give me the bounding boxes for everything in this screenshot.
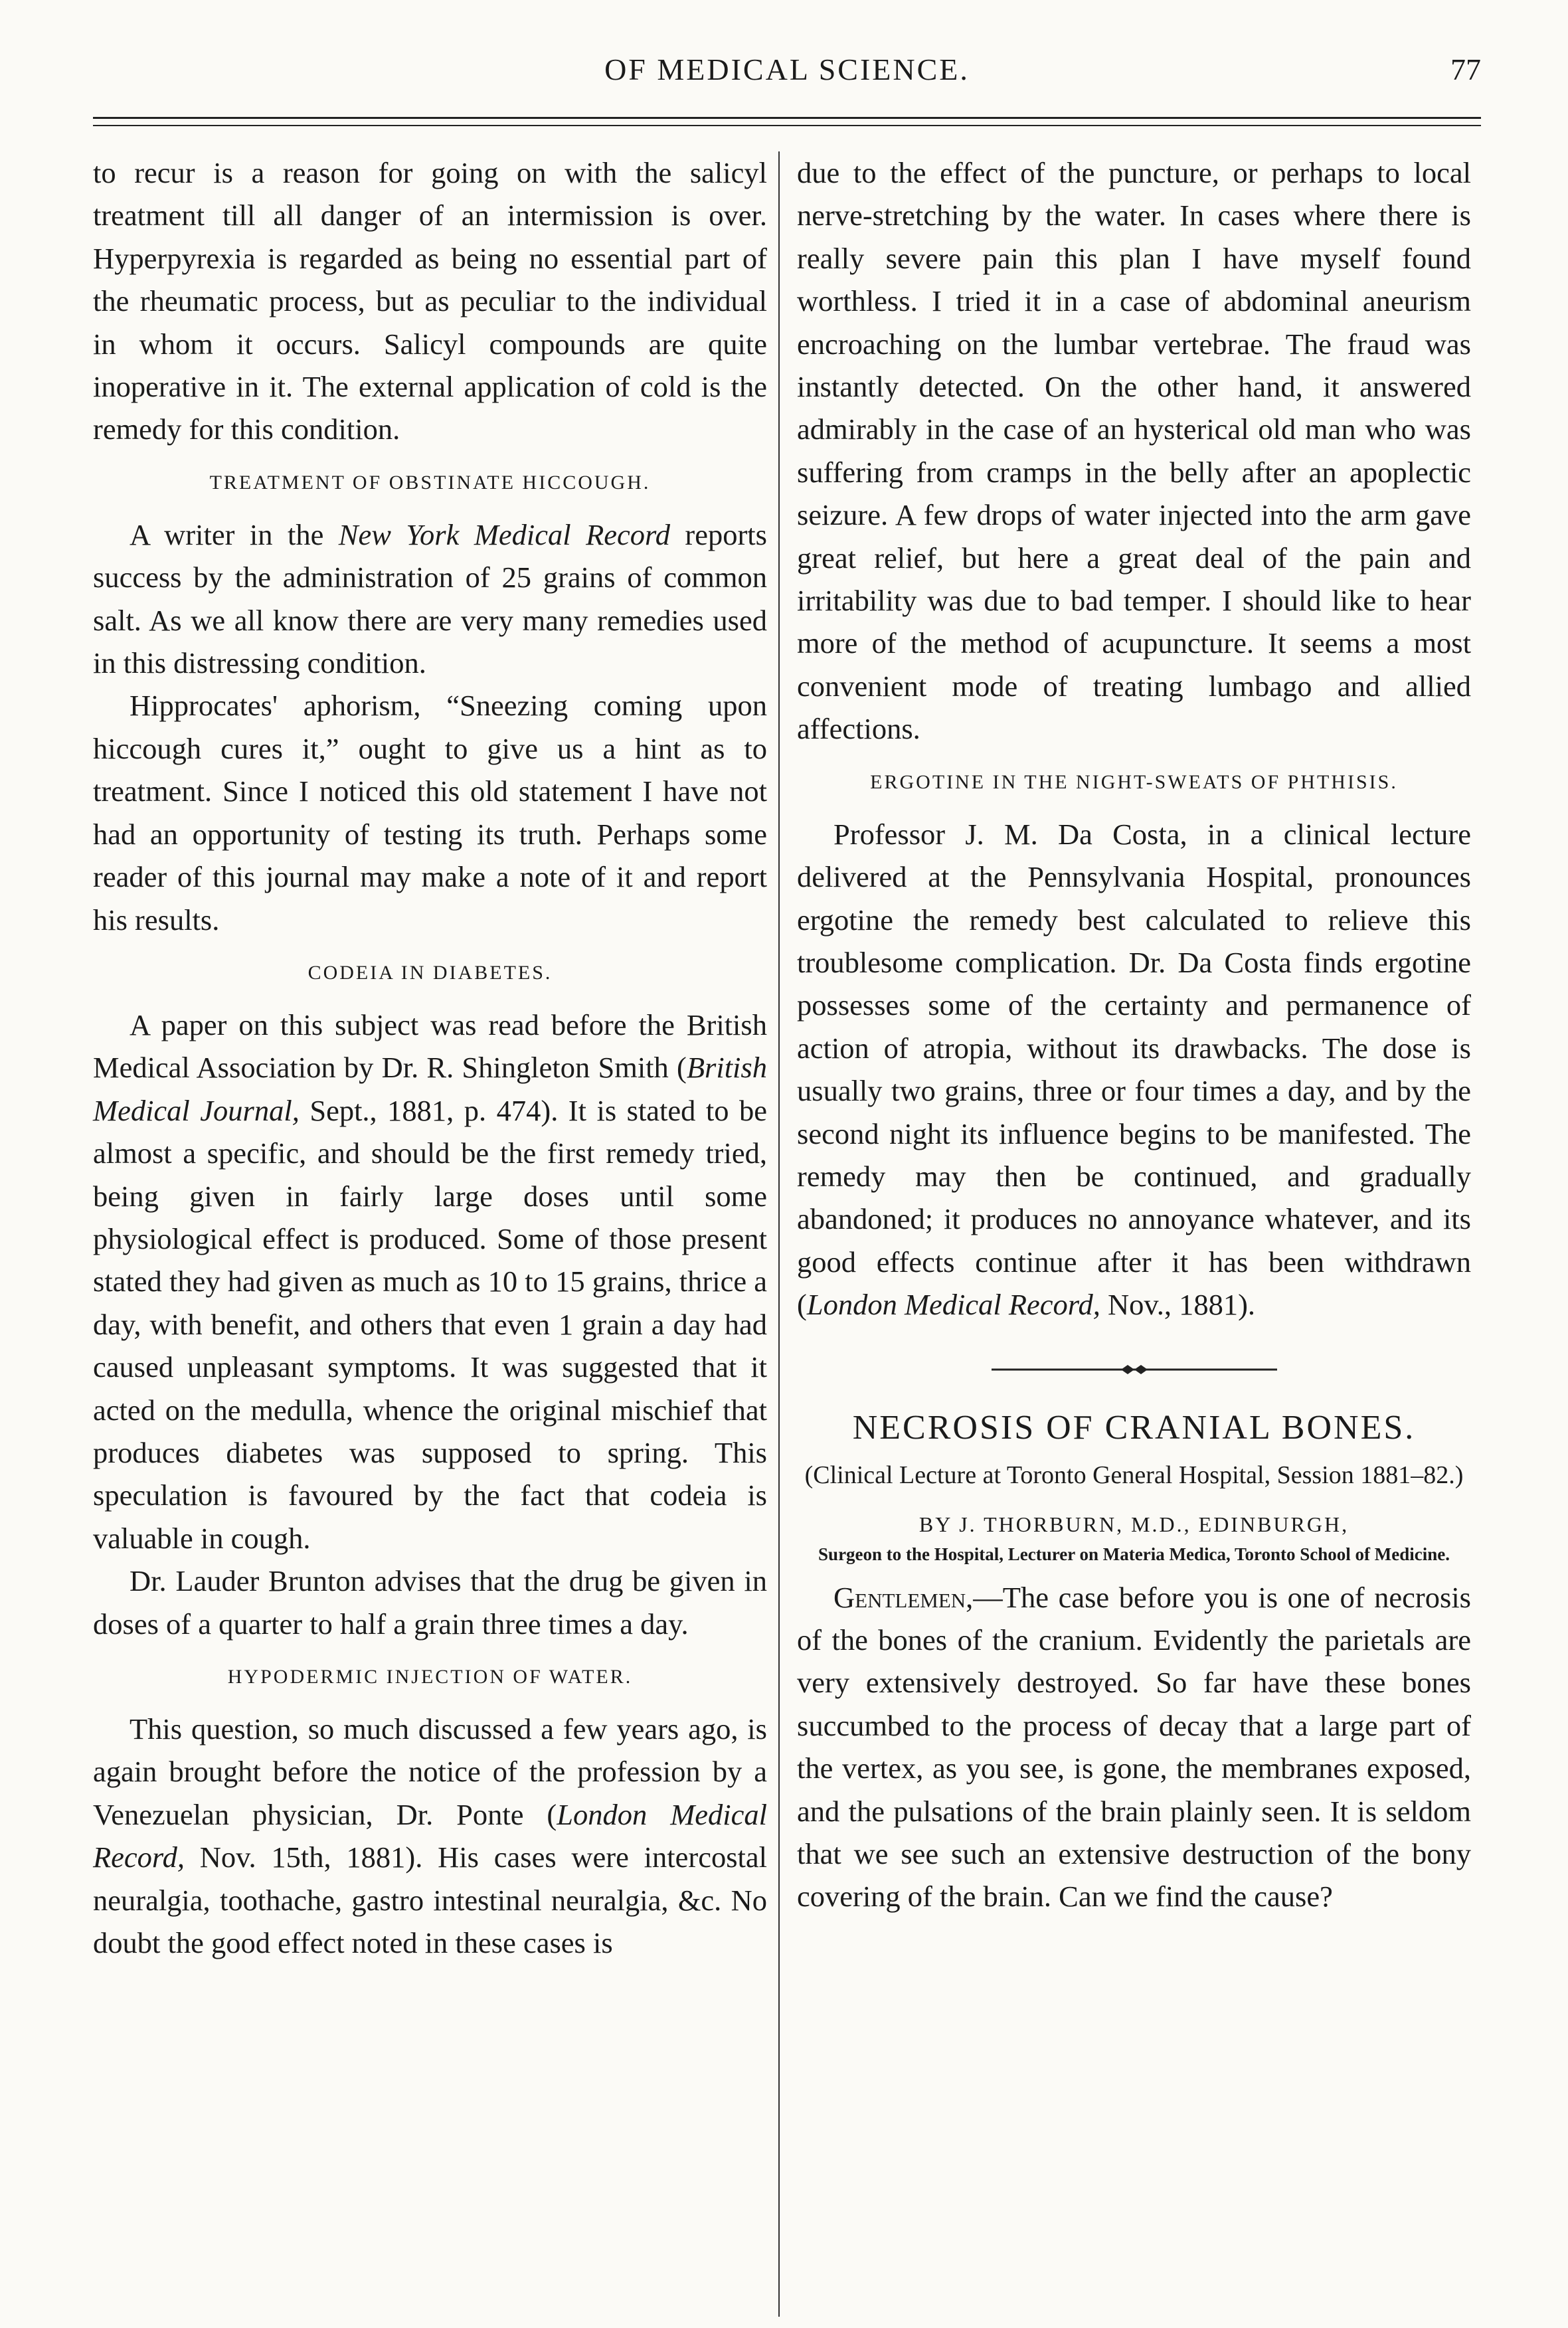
paragraph: Dr. Lauder Brunton advises that the drug be given in doses of a quarter to half a grain three times a day. bbox=[93, 1564, 767, 1641]
article-subtitle: (Clinical Lecture at Toronto General Hospital, Session 1881–82.) bbox=[804, 1461, 1464, 1489]
section-heading: HYPODERMIC INJECTION OF WATER. bbox=[227, 1666, 633, 1688]
ornament-divider bbox=[797, 1340, 1471, 1399]
running-title: OF MEDICAL SCIENCE. bbox=[604, 52, 970, 86]
byline: BY J. THORBURN, M.D., EDINBURGH, bbox=[918, 1512, 1350, 1536]
left-column bbox=[93, 151, 767, 1964]
article-title: NECROSIS OF CRANIAL BONES. bbox=[852, 1408, 1416, 1447]
section-heading: CODEIA IN DIABETES. bbox=[307, 961, 553, 984]
section-heading: TREATMENT OF OBSTINATE HICCOUGH. bbox=[209, 471, 651, 493]
author-affiliation: Surgeon to the Hospital, Lecturer on Materia Medica, Toronto School of Medicine. bbox=[818, 1544, 1450, 1564]
section-heading: ERGOTINE IN THE NIGHT-SWEATS OF PHTHISIS. bbox=[870, 770, 1398, 793]
paragraph: to recur is a reason for going on with the salicyl treatment till all danger of an intermission is over. Hyperpyrexia is regarded as being no essential part of the rheumatic process, but as peculiar to the individual in whom it occurs. Salicyl compounds are quite inoperative in it. The external application of cold is the remedy for this condition. bbox=[93, 156, 767, 446]
journal-title: British Medical Journal, bbox=[93, 1051, 767, 1127]
paragraph: due to the effect of the puncture, or perhaps to local nerve-stretching by the water. In cases where there is really severe pain this plan I have myself found worthless. I tried it in a case of abdominal aneurism encroaching on the lumbar vertebrae. The fraud was instantly detected. On the other hand, it answered admirably in the case of an hysterical old man who was suffering from cramps in the belly after an apoplectic seizure. A few drops of water injected into the arm gave great relief, but here a great deal of the pain and irritability was due to bad temper. I should like to hear more of the method of acupuncture. It seems a most convenient mode of treating lumbago and allied affections. bbox=[797, 156, 1471, 746]
header-rule bbox=[93, 117, 1481, 119]
right-column bbox=[797, 151, 1471, 1918]
column-divider bbox=[778, 151, 780, 2317]
paragraph: A paper on this subject was read before the British Medical Association by Dr. R. Shingleton Smith (British Medical Journal, Sept., 1881, p. 474). It is stated to be almost a specific, and should be the first remedy tried, being given in fairly large doses until some physiological effect is produced. Some of those present stated they had given as much as 10 to 15 grains, thrice a day, with benefit, and others that even 1 grain a day had caused unpleasant symptoms. It was suggested that it acted on the medulla, whence the original mischief that produces diabetes was supposed to spring. This speculation is favoured by the fact that codeia is valuable in cough. bbox=[93, 1008, 767, 1555]
journal-title: London Medical Record, bbox=[806, 1288, 1100, 1322]
paragraph: Professor J. M. Da Costa, in a clinical lecture delivered at the Pennsylvania Hospital, pronounces ergotine the remedy best calculated to relieve this troublesome complication. Dr. Da Costa finds ergotine possesses some of the certainty and permanence of action of atropia, without its drawbacks. The dose is usually two grains, three or four times a day, and by the second night its influence begins to be manifested. The remedy may then be continued, and gradually abandoned; it produces no annoyance whatever, and its good effects continue after it has been withdrawn (London Medical Record, Nov., 1881). bbox=[797, 817, 1471, 1322]
journal-title: London Medical Record, bbox=[93, 1797, 767, 1874]
paragraph: A writer in the New York Medical Record reports success by the administration of 25 grains of common salt. As we all know there are very many remedies used in this distressing condition. bbox=[93, 517, 767, 680]
journal-title: New York Medical Record bbox=[338, 517, 670, 551]
header-rule-secondary bbox=[93, 125, 1481, 126]
paragraph: This question, so much discussed a few years ago, is again brought before the notice of the profession by a Venezuelan physician, Dr. Ponte (London Medical Record, Nov. 15th, 1881). His cases were intercostal neuralgia, toothache, gastro intestinal neuralgia, &c. No doubt the good effect noted in these cases is bbox=[93, 1712, 767, 1960]
salutation: Gentlemen, bbox=[833, 1580, 974, 1614]
paragraph: Gentlemen,—The case before you is one of necrosis of the bones of the cranium. Evidently the parietals are very extensively destroyed. So far have these bones succumbed to the process of decay that a large part of the vertex, as you see, is gone, the membranes exposed, and the pulsations of the brain plainly seen. It is seldom that we see such an extensive destruction of the bony covering of the brain. Can we find the cause? bbox=[797, 1580, 1471, 1914]
page-header bbox=[93, 52, 1481, 105]
paragraph: Hipprocates' aphorism, “Sneezing coming upon hiccough cures it,” ought to give us a hint as to treatment. Since I noticed this old statement I have not had an opportunity of testing its truth. Perhaps some reader of this journal may make a note of it and report his results. bbox=[93, 689, 767, 937]
page-number: 77 bbox=[1450, 52, 1481, 86]
ornament-icon bbox=[992, 1360, 1277, 1380]
